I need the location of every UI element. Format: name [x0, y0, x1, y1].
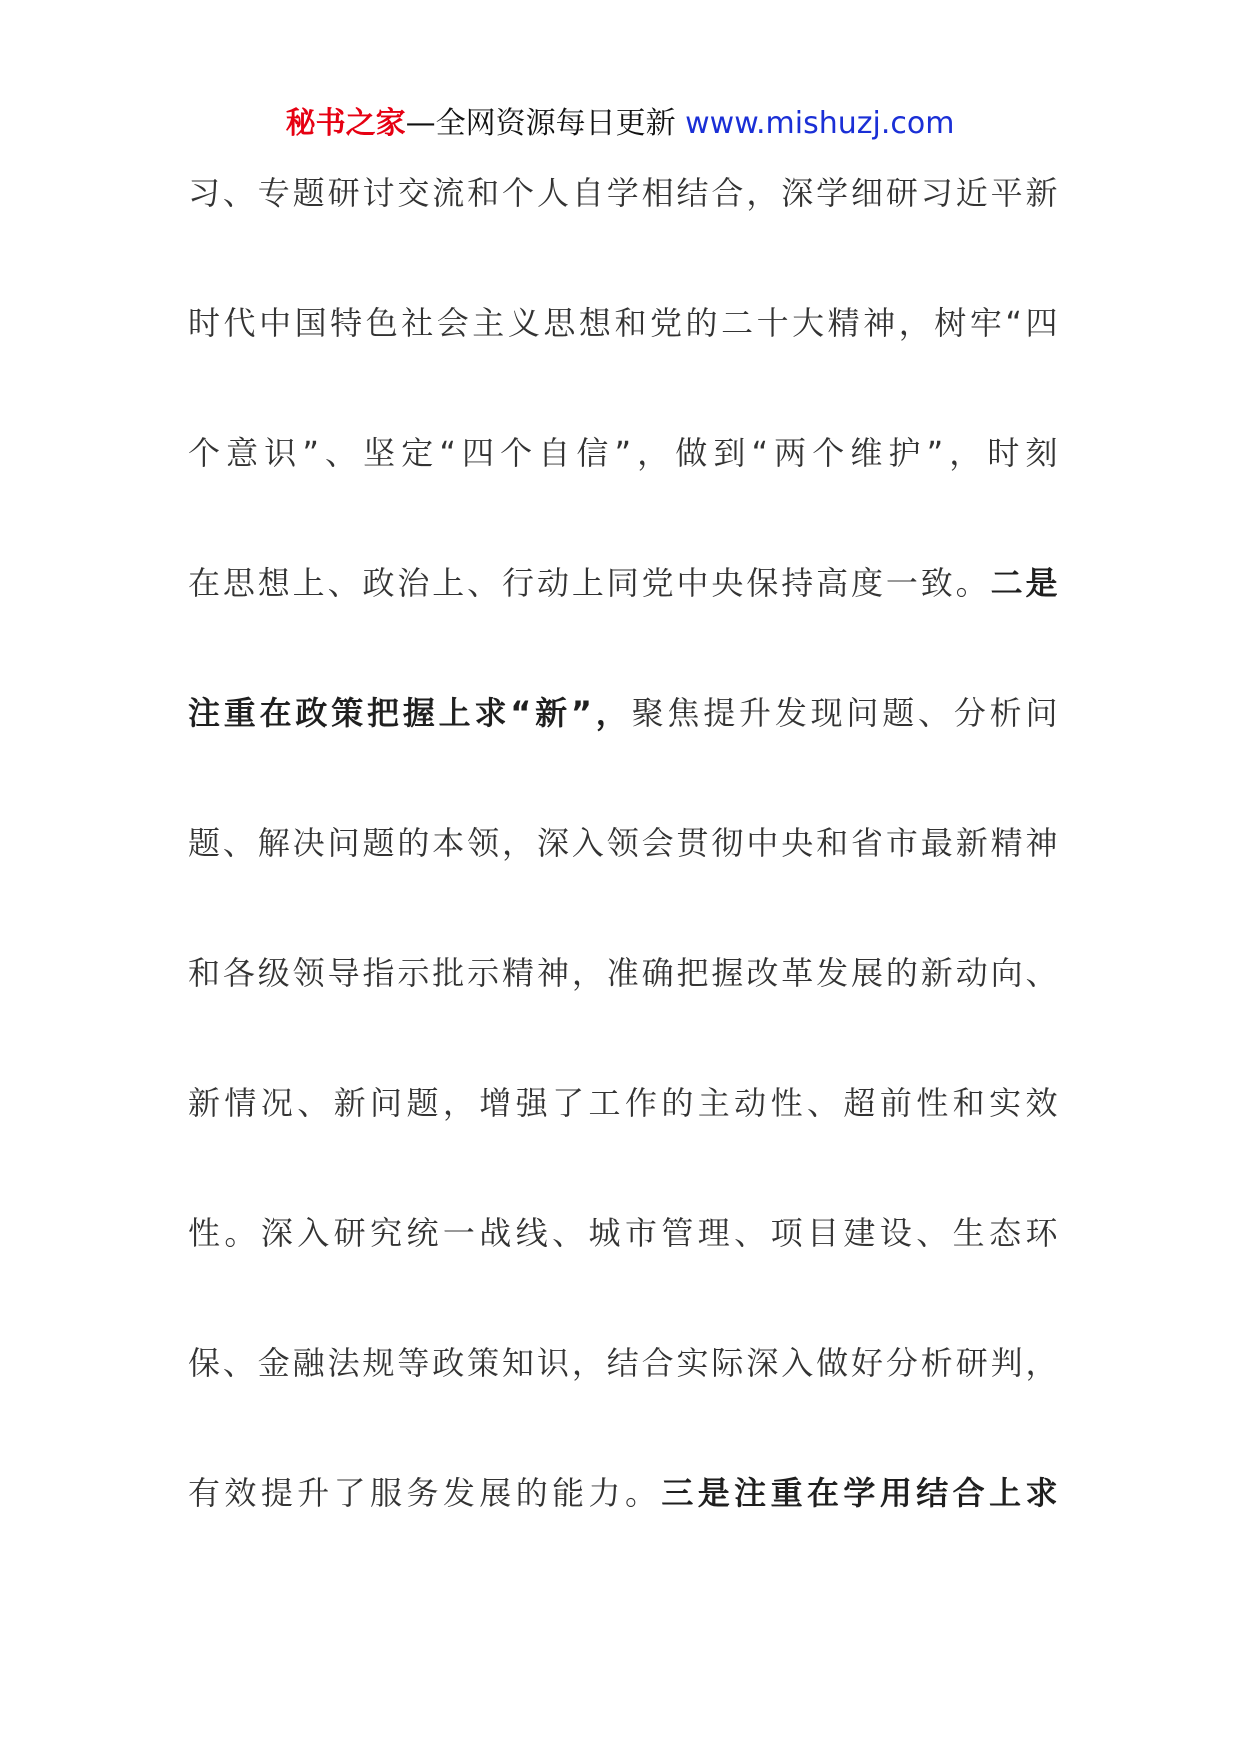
- text-line-6: 题、解决问题的本领，深入领会贯彻中央和省市最新精神: [188, 824, 1058, 862]
- text-line-2: 时代中国特色社会主义思想和党的二十大精神，树牢“四: [188, 304, 1058, 342]
- text-line-4-bold: 二是: [990, 564, 1058, 602]
- header-url-link[interactable]: www.mishuzj.com: [685, 106, 955, 141]
- page-header: [0, 100, 1240, 148]
- text-line-11: [188, 1464, 1058, 1594]
- text-line-8: 新情况、新问题，增强了工作的主动性、超前性和实效: [188, 1084, 1058, 1122]
- text-line-1: 习、专题研讨交流和个人自学相结合，深学细研习近平新: [188, 174, 1058, 212]
- text-line-7: 和各级领导指示批示精神，准确把握改革发展的新动向、: [188, 954, 1058, 992]
- text-line-5-normal: 聚焦提升发现问题、分析问: [631, 694, 1058, 732]
- text-line-4-normal: 在思想上、政治上、行动上同党中央保持高度一致。: [188, 564, 991, 602]
- text-line-5-bold: 注重在政策把握上求“新”，: [188, 694, 632, 732]
- text-line-5: [188, 684, 1058, 814]
- text-line-9: 性。深入研究统一战线、城市管理、项目建设、生态环: [188, 1214, 1058, 1252]
- text-line-11-normal: 有效提升了服务发展的能力。: [188, 1474, 662, 1512]
- body-text: [188, 164, 1058, 1594]
- header-brand: 秘书之家: [285, 106, 406, 141]
- header-tagline: —全网资源每日更新: [405, 106, 676, 141]
- text-line-10: 保、金融法规等政策知识，结合实际深入做好分析研判，: [188, 1344, 1058, 1382]
- text-line-3: 个意识”、坚定“四个自信”，做到“两个维护”，时刻: [188, 434, 1058, 472]
- text-line-4: [188, 554, 1058, 684]
- text-line-11-bold: 三是注重在学用结合上求: [661, 1474, 1058, 1512]
